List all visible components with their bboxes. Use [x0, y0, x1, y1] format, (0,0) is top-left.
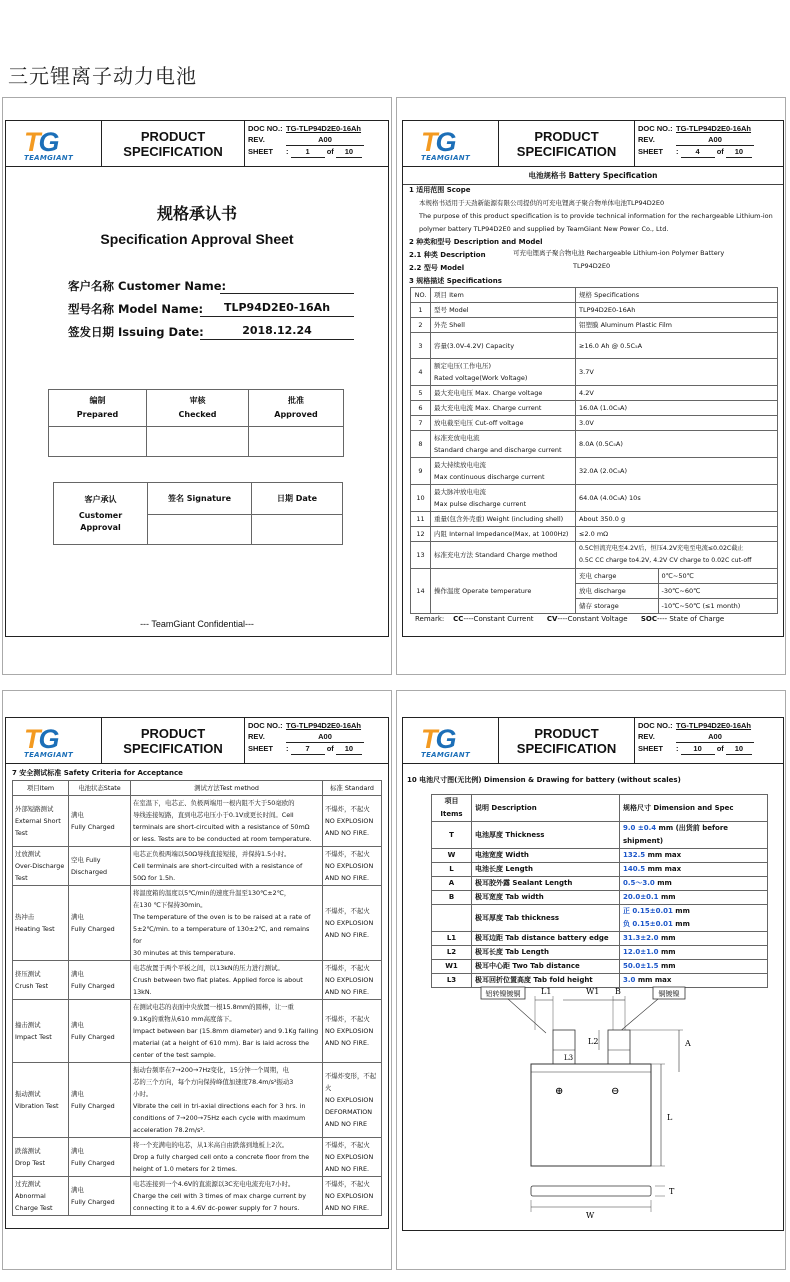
col-item: 项目Item [13, 781, 69, 796]
scope-cn: 本规格书适用于天劲新能源有限公司提供的可充电锂离子聚合物单体电池TLP94D2E0 [419, 199, 665, 207]
criteria-item: 振动测试 Vibration Test [13, 1063, 69, 1138]
checked-signature-cell[interactable] [147, 427, 249, 457]
table-row: L 电池长度 Length 140.5 mm max [432, 863, 768, 877]
customer-name-value [220, 278, 354, 294]
customer-date-cell[interactable] [252, 515, 343, 545]
sheet-header [403, 718, 783, 764]
prepared-header: 编制 Prepared [49, 390, 147, 427]
criteria-standard: 不爆炸，不起火 NO EXPLOSION AND NO FIRE. [323, 886, 382, 961]
table-row: T 电池厚度 Thickness 9.0 ±0.4 mm (出货前 before shipment) [432, 822, 768, 849]
table-row: W 电池宽度 Width 132.5 mm max [432, 849, 768, 863]
description-value: 可充电锂离子聚合物电池 Rechargeable Lithium-ion Polymer Battery [513, 249, 725, 257]
doc-info: DOC NO.: TG-TLP94D2E0-16Ah REV. A00 SHEET : 4 of 10 [638, 123, 754, 158]
dim-l: L [667, 1113, 673, 1122]
criteria-method: 将温度箱的温度以5℃/min的速度升温至130℃±2℃， 在130 ℃下保持30min。 The temperature of the oven is to be raised at a rate of 5±2℃/min. to a temperature of 130±2℃, and remains for 30 minutes at this temperature. [131, 886, 323, 961]
logo-mark: TG [421, 724, 455, 754]
col-standard: 标准 Standard [323, 781, 382, 796]
logo-subtitle: TEAMGIANT [24, 154, 74, 162]
sheet-4-page [396, 97, 786, 675]
criteria-method: 电芯连接到一个4.6V的直流源以3C充电电流充电7小时。 Charge the cell with 3 times of max charge current by connecting it to a 4.6V dc-power supply for 7 hours. [131, 1177, 323, 1216]
col-description: 说明 Description [472, 795, 620, 822]
criteria-item: 撞击测试 Impact Test [13, 1000, 69, 1063]
logo-subtitle: TEAMGIANT [24, 751, 74, 759]
table-row: 12 内阻 Internal Impedance(Max, at 1000Hz) ≤2.0 mΩ [411, 527, 778, 542]
criteria-state: 空电 Fully Discharged [69, 847, 131, 886]
criteria-standard: 不爆炸，不起火 NO EXPLOSION AND NO FIRE. [323, 1000, 382, 1063]
table-row [13, 1177, 382, 1216]
table-row [13, 796, 382, 847]
criteria-state: 满电 Fully Charged [69, 886, 131, 961]
sheet-1-page [2, 97, 392, 675]
approved-header: 批准 Approved [249, 390, 344, 427]
table-row: 1 型号 Model TLP94D2E0-16Ah [411, 303, 778, 318]
dimension-table [431, 794, 768, 988]
criteria-method: 在测试电芯的表面中央放置一根15.8mm的圆棒，让一重 9.1Kg的重物从610 mm高度落下。 Impact between bar (15.8mm diameter) and 9.1Kg falling material (at a height of 610 mm). Bar is laid across the center of the test sample. [131, 1000, 323, 1063]
criteria-item: 挤压测试 Crush Test [13, 961, 69, 1000]
criteria-method: 将一个充满电的电芯，从1米高自由跌落到地板上2次。 Drop a fully charged cell onto a concrete floor from the height of 1.0 meters for 2 times. [131, 1138, 323, 1177]
safety-criteria-rows [13, 796, 382, 1216]
sheet-7-page [2, 690, 392, 1270]
table-row: 5 最大充电电压 Max. Charge voltage 4.2V [411, 386, 778, 401]
table-row: 8 标准充放电电流 Standard charge and discharge current 8.0A (0.5C₅A) [411, 431, 778, 458]
logo-mark: TG [421, 127, 455, 157]
model-name-value: TLP94D2E0-16Ah [200, 301, 354, 317]
criteria-standard: 不爆炸，不起火 NO EXPLOSION AND NO FIRE. [323, 847, 382, 886]
table-row: 10 最大脉冲放电电流 Max pulse discharge current 64.0A (4.0C₅A) 10s [411, 485, 778, 512]
model-value: TLP94D2E0 [573, 262, 611, 270]
table-row: 4 额定电压(工作电压) Rated voltage(Work Voltage) 3.7V [411, 359, 778, 386]
approval-title-en: Specification Approval Sheet [100, 231, 294, 247]
scope-en-2: polymer battery TLP94D2E0 and supplied by TeamGiant New Power Co., Ltd. [419, 225, 669, 233]
sheet-header [6, 718, 388, 764]
remark: Remark: CC----Constant Current CV----Constant Voltage SOC---- State of Charge [415, 615, 725, 623]
left-tab-label: 铝转镍镀铜 [485, 990, 521, 998]
criteria-state: 满电 Fully Charged [69, 1177, 131, 1216]
table-row [13, 886, 382, 961]
dim-w: W [586, 1211, 595, 1220]
table-row [13, 1138, 382, 1177]
criteria-item: 外部短路测试 External Short Test [13, 796, 69, 847]
table-row: A 极耳胶外露 Sealant Length 0.5～3.0 mm [432, 877, 768, 891]
logo [403, 718, 499, 764]
specifications-title: 3 规格描述 Specifications [409, 277, 502, 285]
confidential-footer: --- TeamGiant Confidential--- [140, 619, 254, 629]
logo-mark: TG [24, 724, 58, 754]
battery-body [531, 1064, 651, 1166]
customer-signature-cell[interactable] [148, 515, 252, 545]
table-row [13, 1000, 382, 1063]
description-title: 2 种类和型号 Description and Model [409, 238, 543, 246]
doc-info: DOC NO.: TG-TLP94D2E0-16Ah REV. A00 SHEET : 7 of 10 [248, 720, 364, 755]
right-tab-label: 铜镀镍 [658, 990, 680, 998]
criteria-item: 跌落测试 Drop Test [13, 1138, 69, 1177]
dimension-heading: 10 电池尺寸图(无比例) Dimension & Drawing for battery (without scales) [407, 776, 681, 784]
table-row: 3 容量(3.0V-4.2V) Capacity ≥16.0 Ah @ 0.5C₅A [411, 333, 778, 359]
table-row: L1 极耳边距 Tab distance battery edge 31.3±2.0 mm [432, 932, 768, 946]
approved-signature-cell[interactable] [249, 427, 344, 457]
criteria-item: 过充测试 Abnormal Charge Test [13, 1177, 69, 1216]
safety-heading: 7 安全测试标准 Safety Criteria for Acceptance [12, 769, 183, 777]
customer-approval-table [53, 482, 343, 545]
approval-table [48, 389, 344, 457]
table-row [13, 961, 382, 1000]
criteria-method: 电芯正负极两端以50Ω导线直接短接，并保持1.5小时。 Cell terminals are short-circuited with a resistance of 50Ω for 1.5h. [131, 847, 323, 886]
criteria-state: 满电 Fully Charged [69, 1000, 131, 1063]
table-row: 13 标准充电方法 Standard Charge method 0.5C恒流充电至4.2V后，恒压4.2V充电至电流≤0.02C截止 0.5C CC charge to4.2V, 4.2V CV charge to 0.02C cut-off [411, 542, 778, 569]
scope-en-1: The purpose of this product specification is to provide technical information for the rechargeable Lithium-ion [419, 212, 773, 220]
col-dimension: 规格尺寸 Dimension and Spec [620, 795, 768, 822]
table-row: W1 极耳中心距 Two Tab distance 50.0±1.5 mm [432, 960, 768, 974]
battery-drawing [403, 980, 783, 1220]
dim-a: A [685, 1039, 691, 1048]
col-no: NO. [411, 288, 431, 303]
table-row: 7 放电截至电压 Cut-off voltage 3.0V [411, 416, 778, 431]
product-spec-title: PRODUCT SPECIFICATION [102, 121, 245, 167]
issuing-date-value: 2018.12.24 [200, 324, 354, 340]
table-row: 6 最大充电电流 Max. Charge current 16.0A (1.0C₅A) [411, 401, 778, 416]
col-spec: 规格 Specifications [576, 288, 778, 303]
table-row [13, 1063, 382, 1138]
table-row: 14 操作温度 Operate temperature 充电 charge 0℃~50℃ 放电 discharge -30℃~60℃ 储存 storage -10℃~50℃ (≤1 month) [411, 569, 778, 614]
logo [6, 718, 102, 764]
model-label: 2.2 型号 Model [409, 264, 465, 272]
criteria-standard: 不爆炸，不起火 NO EXPLOSION AND NO FIRE. [323, 1138, 382, 1177]
logo-subtitle: TEAMGIANT [421, 154, 471, 162]
sheet-header [403, 121, 783, 167]
criteria-method: 振动台频率在7→200→7Hz变化，15分钟一个周期，电 芯的三个方向，每个方向保持峰值加速度78.4m/s²振动3 小时。 Vibrate the cell in tri-axial directions each for 3 hrs. in conditions of 7→200→75Hz each cycle with maximum acceleration 78.2m/s². [131, 1063, 323, 1138]
dim-t: T [669, 1187, 675, 1196]
criteria-method: 电芯放置于两个平板之间，以13kN的压力进行测试。 Crush between two flat plates. Applied force is about 13kN. [131, 961, 323, 1000]
criteria-standard: 不爆炸，不起火 NO EXPLOSION AND NO FIRE. [323, 961, 382, 1000]
product-spec-title: PRODUCT SPECIFICATION [102, 718, 245, 764]
dim-w1: W1 [586, 987, 600, 996]
date-header: 日期 Date [252, 483, 343, 515]
dim-l1: L1 [541, 987, 552, 996]
criteria-item: 过放测试 Over-Discharge Test [13, 847, 69, 886]
table-row: B 极耳宽度 Tab width 20.0±0.1 mm [432, 891, 768, 905]
table-row [13, 847, 382, 886]
dim-b: B [615, 987, 621, 996]
product-spec-title: PRODUCT SPECIFICATION [499, 121, 635, 167]
table-row: L3 极耳回折位置高度 Tab fold height 3.0 mm max [432, 974, 768, 988]
doc-info: DOC NO.: TG-TLP94D2E0-16Ah REV. A00 SHEET : 10 of 10 [638, 720, 754, 755]
sheet-header [6, 121, 388, 167]
col-item: 项目 Item [431, 288, 576, 303]
description-label: 2.1 种类 Description [409, 251, 486, 259]
dim-l3: L3 [564, 1054, 574, 1062]
col-state: 电池状态State [69, 781, 131, 796]
col-method: 测试方法Test method [131, 781, 323, 796]
criteria-item: 热冲击 Heating Test [13, 886, 69, 961]
table-row: 9 最大持续放电电流 Max continuous discharge current 32.0A (2.0C₅A) [411, 458, 778, 485]
logo [403, 121, 499, 167]
logo-mark: TG [24, 127, 58, 157]
customer-approval-label: 客户承认 Customer Approval [54, 483, 148, 545]
table-row: 2 外壳 Shell 铝塑膜 Aluminum Plastic Film [411, 318, 778, 333]
checked-header: 审核 Checked [147, 390, 249, 427]
issuing-date-label: 签发日期 Issuing Date: [68, 325, 204, 339]
table-row: 极耳厚度 Tab thickness 正 0.15±0.01 mm 负 0.15±0.01 mm [432, 905, 768, 932]
col-items: 项目 Items [432, 795, 472, 822]
page-title: 三元锂离子动力电池 [8, 64, 197, 88]
scope-title: 1 适用范围 Scope [409, 186, 471, 194]
criteria-standard: 不爆炸，不起火 NO EXPLOSION AND NO FIRE. [323, 1177, 382, 1216]
signature-header: 签名 Signature [148, 483, 252, 515]
criteria-state: 满电 Fully Charged [69, 796, 131, 847]
battery-spec-heading: 电池规格书 Battery Specification [403, 170, 783, 185]
battery-side-view [531, 1186, 651, 1196]
customer-name-label: 客户名称 Customer Name: [68, 279, 227, 293]
negative-symbol: ⊖ [611, 1086, 620, 1097]
logo [6, 121, 102, 167]
criteria-method: 在室温下，电芯正、负极两端用一根内阻不大于50毫欧的 导线连接短路，直到电芯电压小于0.1V或更长时间。Cell terminals are short-circuited with a resistance of 50mΩ or less. Tests are to be conducted at room temperature. [131, 796, 323, 847]
sheet-10-page [396, 690, 786, 1270]
dim-l2: L2 [588, 1037, 599, 1046]
specifications-table [410, 287, 778, 614]
approval-title-cn: 规格承认书 [156, 204, 237, 223]
product-spec-title: PRODUCT SPECIFICATION [499, 718, 635, 764]
doc-info: DOC NO.: TG-TLP94D2E0-16Ah REV. A00 SHEET : 1 of 10 [248, 123, 364, 158]
criteria-standard: 不爆炸，不起火 NO EXPLOSION AND NO FIRE. [323, 796, 382, 847]
criteria-state: 满电 Fully Charged [69, 1138, 131, 1177]
positive-symbol: ⊕ [555, 1086, 564, 1097]
criteria-state: 满电 Fully Charged [69, 961, 131, 1000]
logo-subtitle: TEAMGIANT [421, 751, 471, 759]
prepared-signature-cell[interactable] [49, 427, 147, 457]
criteria-standard: 不爆炸变形，不起 火 NO EXPLOSION DEFORMATION AND NO FIRE [323, 1063, 382, 1138]
model-name-label: 型号名称 Model Name: [68, 302, 204, 316]
table-row: L2 极耳长度 Tab Length 12.0±1.0 mm [432, 946, 768, 960]
table-row: 11 重量(包含外壳重) Weight (including shell) About 350.0 g [411, 512, 778, 527]
criteria-state: 满电 Fully Charged [69, 1063, 131, 1138]
negative-tab [608, 1030, 630, 1064]
safety-criteria-table [12, 780, 382, 1216]
